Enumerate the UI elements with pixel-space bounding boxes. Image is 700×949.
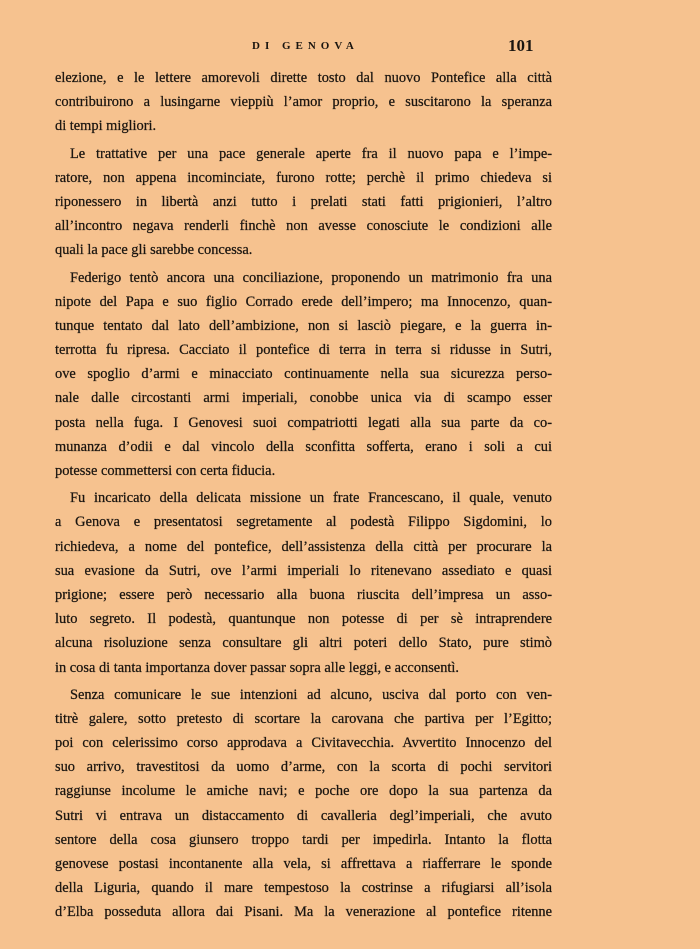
text-line: genovese postasi incontanente alla vela, si affrettava a riafferrare le sponde xyxy=(55,856,552,872)
text-line: a Genova e presentatosi segretamente al podestà Filippo Sigdomini, lo xyxy=(55,514,552,531)
text-line: Sutri vi entrava un distaccamento di cavalleria degl’imperiali, che avuto xyxy=(55,807,552,824)
text-line: potesse commettersi con certa fiducia. xyxy=(55,463,276,479)
page-number: 101 xyxy=(508,36,534,55)
text-line: titrè galere, sotto pretesto di scortare la carovana che partiva per l’Egitto; xyxy=(55,710,552,727)
text-line: sua evasione da Sutri, ove l’armi imperiali lo ritenevano assediato e quasi xyxy=(55,562,552,579)
text-line: poi con celerissimo corso approdava a Civitavecchia. Avvertito Innocenzo del xyxy=(55,735,552,752)
text-line: elezione, e le lettere amorevoli dirette tosto dal nuovo Pontefice alla città xyxy=(55,70,552,86)
text-line: all’incontro negava renderli finchè non avesse conosciute le condizioni alle xyxy=(55,218,552,235)
text-line: posta nella fuga. I Genovesi suoi compatriotti legati alla sua parte da co- xyxy=(55,414,552,431)
paragraph xyxy=(55,66,552,139)
paragraph xyxy=(55,486,552,680)
text-line: tunque tentato dal lato dell’ambizione, non si lasciò piegare, e la guerra in- xyxy=(55,317,552,334)
text-line: prigione; essere però necessario alla buona riuscita dell’impresa un asso- xyxy=(55,586,552,603)
text-line: ove spoglio d’armi e minacciato continuamente nella sua sicurezza perso- xyxy=(55,366,552,383)
paragraph xyxy=(55,142,552,263)
text-line: di tempi migliori. xyxy=(55,118,157,135)
text-line: munanza d’odii e dal vincolo della sconfitta sofferta, erano i soli a cui xyxy=(55,438,552,455)
running-title: DI GENOVA xyxy=(252,40,359,52)
text-line: richiedeva, a nome del pontefice, dell’assistenza della città per procurare la xyxy=(55,538,552,555)
paragraph xyxy=(55,683,552,925)
text-line: alcuna risoluzione senza consultare gli altri poteri dello Stato, pure stimò xyxy=(55,635,552,652)
text-line: nale dalle circostanti armi imperiali, conobbe unica via di scampo esser xyxy=(55,390,552,407)
text-line: d’Elba posseduta allora dai Pisani. Ma la venerazione al pontefice ritenne xyxy=(55,904,552,921)
body-text xyxy=(55,66,552,925)
paragraph xyxy=(55,266,552,484)
text-line: quali la pace gli sarebbe concessa. xyxy=(55,242,253,259)
text-line: terrotta fu ripresa. Cacciato il pontefice di terra in terra si ridusse in Sutri, xyxy=(55,342,552,359)
text-line: Fu incaricato della delicata missione un frate Francescano, il quale, venuto xyxy=(70,490,552,507)
text-line: della Liguria, quando il mare tempestoso la costrinse a rifugiarsi all’isola xyxy=(55,880,552,897)
text-line: nipote del Papa e suo figlio Corrado erede dell’impero; ma Innocenzo, quan- xyxy=(55,293,552,310)
text-line: raggiunse incolume le amiche navi; e poche ore dopo la sua partenza da xyxy=(55,783,552,800)
text-line: suo arrivo, travestitosi da uomo d’arme, con la scorta di pochi servitori xyxy=(55,759,552,776)
text-line: riponessero in libertà anzi tutto i prelati stati fatti prigionieri, l’altro xyxy=(55,193,552,210)
text-line: luto segreto. Il podestà, quantunque non potesse di per sè intraprendere xyxy=(55,611,552,628)
text-line: sentore della cosa giunsero troppo tardi per impedirla. Intanto la flotta xyxy=(55,831,552,848)
text-line: Le trattative per una pace generale aperte fra il nuovo papa e l’impe- xyxy=(70,145,552,162)
text-line: Senza comunicare le sue intenzioni ad alcuno, usciva dal porto con ven- xyxy=(70,686,552,703)
text-line: Federigo tentò ancora una conciliazione, proponendo un matrimonio fra una xyxy=(70,269,552,286)
text-line: in cosa di tanta importanza dover passar sopra alle leggi, e acconsentì. xyxy=(55,659,459,676)
running-head xyxy=(0,38,700,58)
text-line: contribuirono a lusingarne vieppiù l’amor proprio, e suscitarono la speranza xyxy=(55,94,552,111)
text-line: ratore, non appena incominciate, furono rotte; perchè il primo chiedeva si xyxy=(55,169,552,186)
